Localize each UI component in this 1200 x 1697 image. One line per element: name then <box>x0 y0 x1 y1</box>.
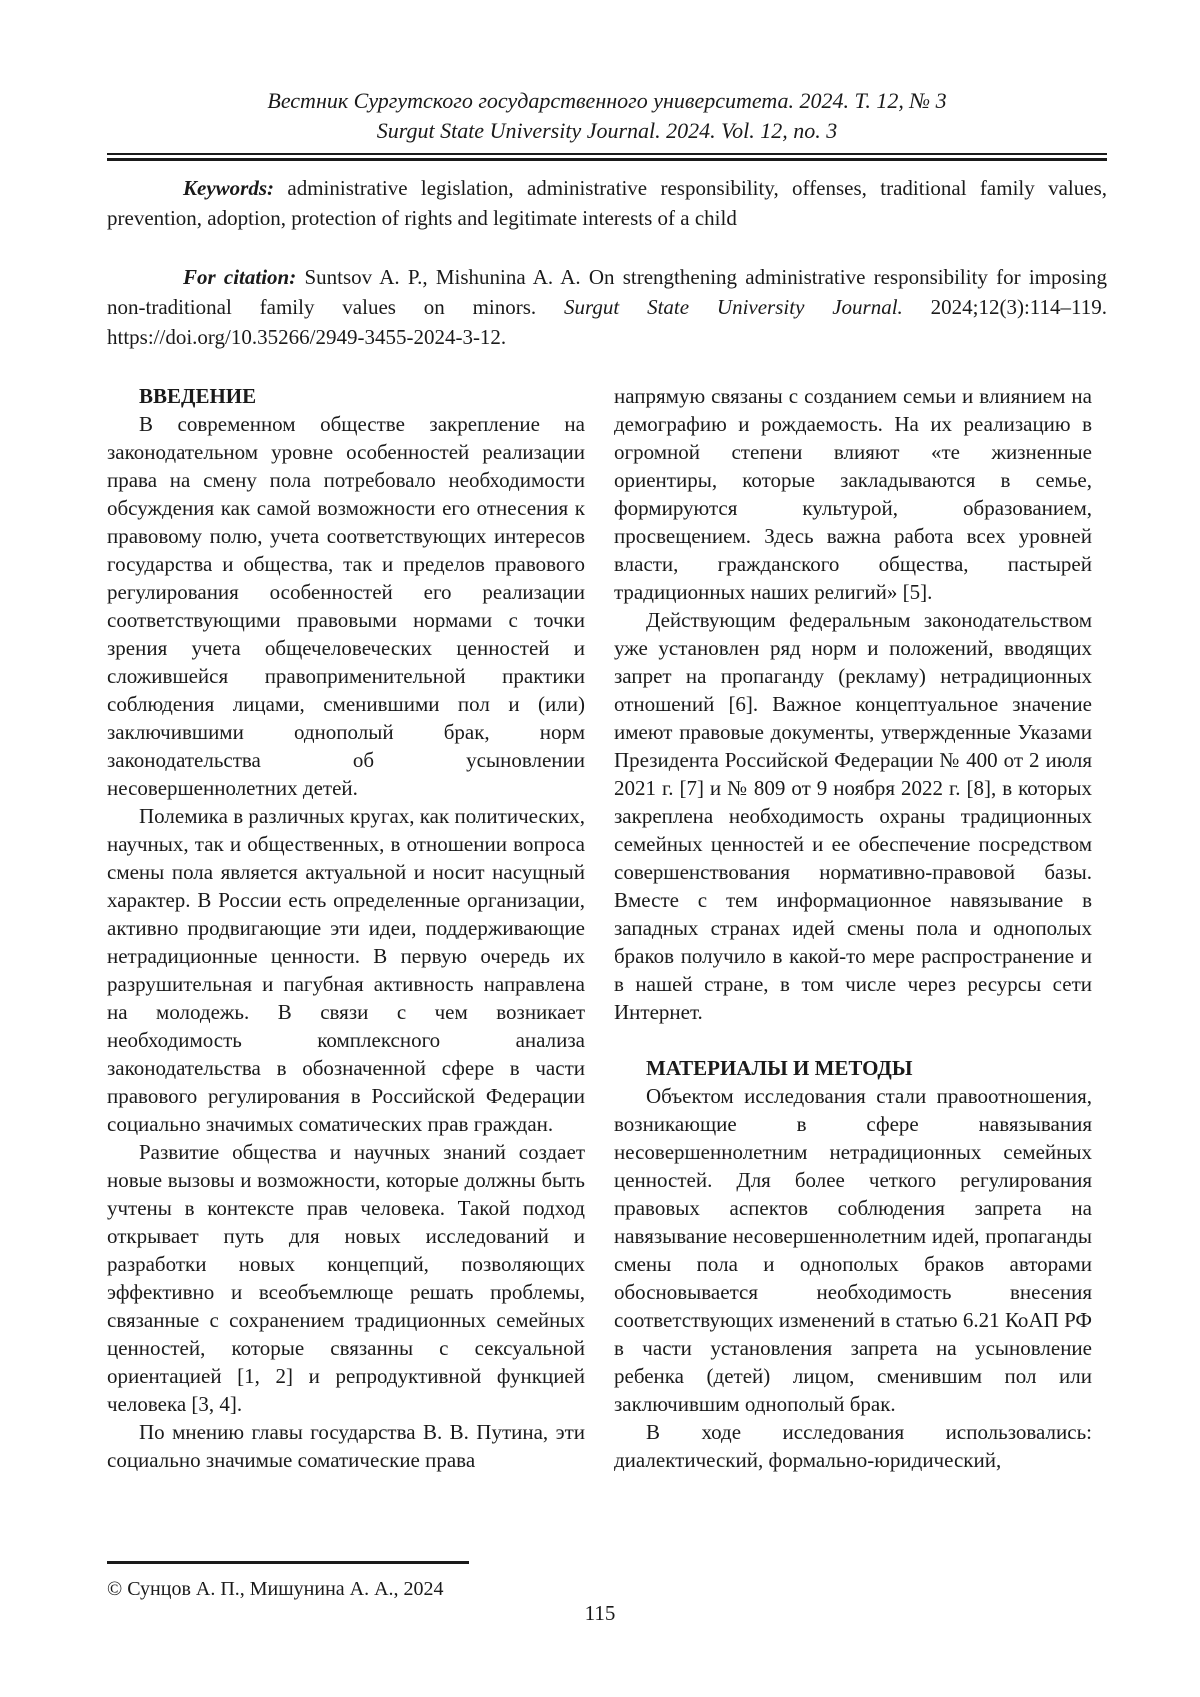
body-paragraph: Объектом исследования стали правоотношения, возникающие в сфере навязывания несовершеннолетним нетрадиционных семейных ценностей. Для более четкого регулирования правовых аспектов соблюдения запрета на навязывание несовершеннолетним идей, пропаганды смены пола и однополых браков авторами обосновывается необходимость внесения соответствующих изменений в статью 6.21 КоАП РФ в части установления запрета на усыновление ребенка (детей) лицом, сменившим пол или заключившим однополый брак. <box>614 1084 1092 1416</box>
body-paragraph-continuation: напрямую связаны с созданием семьи и влиянием на демографию и рождаемость. На их реализацию в огромной степени влияют «те жизненные ориентиры, которые закладываются в семье, формируются культурой, образованием, просвещением. Здесь важна работа всех уровней власти, гражданского общества, пастырей традиционных наших религий» [5]. <box>614 384 1092 604</box>
journal-header <box>107 0 1107 146</box>
right-column <box>614 382 1092 1578</box>
citation-journal-name: Surgut State University Journal. <box>564 295 903 319</box>
body-paragraph: В ходе исследования использовались: диалектический, формально-юридический, <box>614 1420 1092 1472</box>
body-paragraph: Полемика в различных кругах, как политических, научных, так и общественных, в отношении вопроса смены пола является актуальной и носит насущный характер. В России есть определенные организации, активно продвигающие эти идеи, поддерживающие нетрадиционные ценности. В первую очередь их разрушительная и пагубная активность направлена на молодежь. В связи с чем возникает необходимость комплексного анализа законодательства в обозначенной сфере в части правового регулирования в Российской Федерации социально значимых соматических прав граждан. <box>107 804 585 1136</box>
page-content <box>107 0 1107 1578</box>
citation-label: For citation: <box>183 265 297 289</box>
keywords-label: Keywords: <box>183 176 274 200</box>
keywords-paragraph <box>107 173 1107 233</box>
two-column-body <box>107 382 1107 1578</box>
journal-title-en: Surgut State University Journal. 2024. Vol. 12, no. 3 <box>376 118 838 143</box>
journal-title-ru: Вестник Сургутского государственного университета. 2024. Т. 12, № 3 <box>267 88 947 113</box>
footnote-rule <box>107 1561 469 1564</box>
body-paragraph: В современном обществе закрепление на законодательном уровне особенностей реализации права на смену пола потребовало необходимости обсуждения как самой возможности его отнесения к правовому полю, учета соответствующих интересов государства и общества, так и пределов правового регулирования особенностей его реализации соответствующими правовыми нормами с точки зрения учета общечеловеческих ценностей и сложившейся правоприменительной практики соблюдения лицами, сменившими пол и (или) заключившими однополый брак, норм законодательства об усыновлении несовершеннолетних детей. <box>107 412 585 800</box>
copyright-note: © Сунцов А. П., Мишунина А. А., 2024 <box>107 1578 444 1600</box>
citation-paragraph <box>107 262 1107 352</box>
section-heading-introduction: ВВЕДЕНИЕ <box>139 384 257 408</box>
page-number: 115 <box>584 1601 616 1625</box>
body-paragraph: Развитие общества и научных знаний создает новые вызовы и возможности, которые должны быть учтены в контексте прав человека. Такой подход открывает путь для новых исследований и разработки новых концепций, позволяющих эффективно и всеобъемлюще решать проблемы, связанные с сохранением традиционных семейных ценностей, которые связанны с сексуальной ориентацией [1, 2] и репродуктивной функцией человека [3, 4]. <box>107 1140 585 1416</box>
header-double-rule <box>107 153 1107 161</box>
citation-authors-title: Suntsov A. P., Mishunina A. A. On strengthening administrative responsibility for imposing non-traditional family values on minors. <box>107 265 1108 319</box>
body-paragraph: Действующим федеральным законодательством уже установлен ряд норм и положений, вводящих запрет на пропаганду (рекламу) нетрадиционных отношений [6]. Важное концептуальное значение имеют правовые документы, утвержденные Указами Президента Российской Федерации № 400 от 2 июля 2021 г. [7] и № 809 от 9 ноября 2022 г. [8], в которых закреплена необходимость охраны традиционных семейных ценностей и ее обеспечение посредством совершенствования нормативно-правовой базы. Вместе с тем информационное навязывание в западных странах идей смены пола и однополых браков получило в какой-то мере распространение и в нашей стране, в том числе через ресурсы сети Интернет. <box>614 608 1092 1024</box>
left-column <box>107 382 585 1578</box>
citation-tail: 2024;12(3):114–119. https://doi.org/10.35266/2949-3455-2024-3-12. <box>107 295 1108 349</box>
body-paragraph: По мнению главы государства В. В. Путина, эти социально значимые соматические права <box>107 1420 585 1472</box>
keywords-text: administrative legislation, administrative responsibility, offenses, traditional family values, prevention, adoption, protection of rights and legitimate interests of a child <box>107 176 1108 230</box>
section-heading-materials-methods: МАТЕРИАЛЫ И МЕТОДЫ <box>646 1056 913 1080</box>
